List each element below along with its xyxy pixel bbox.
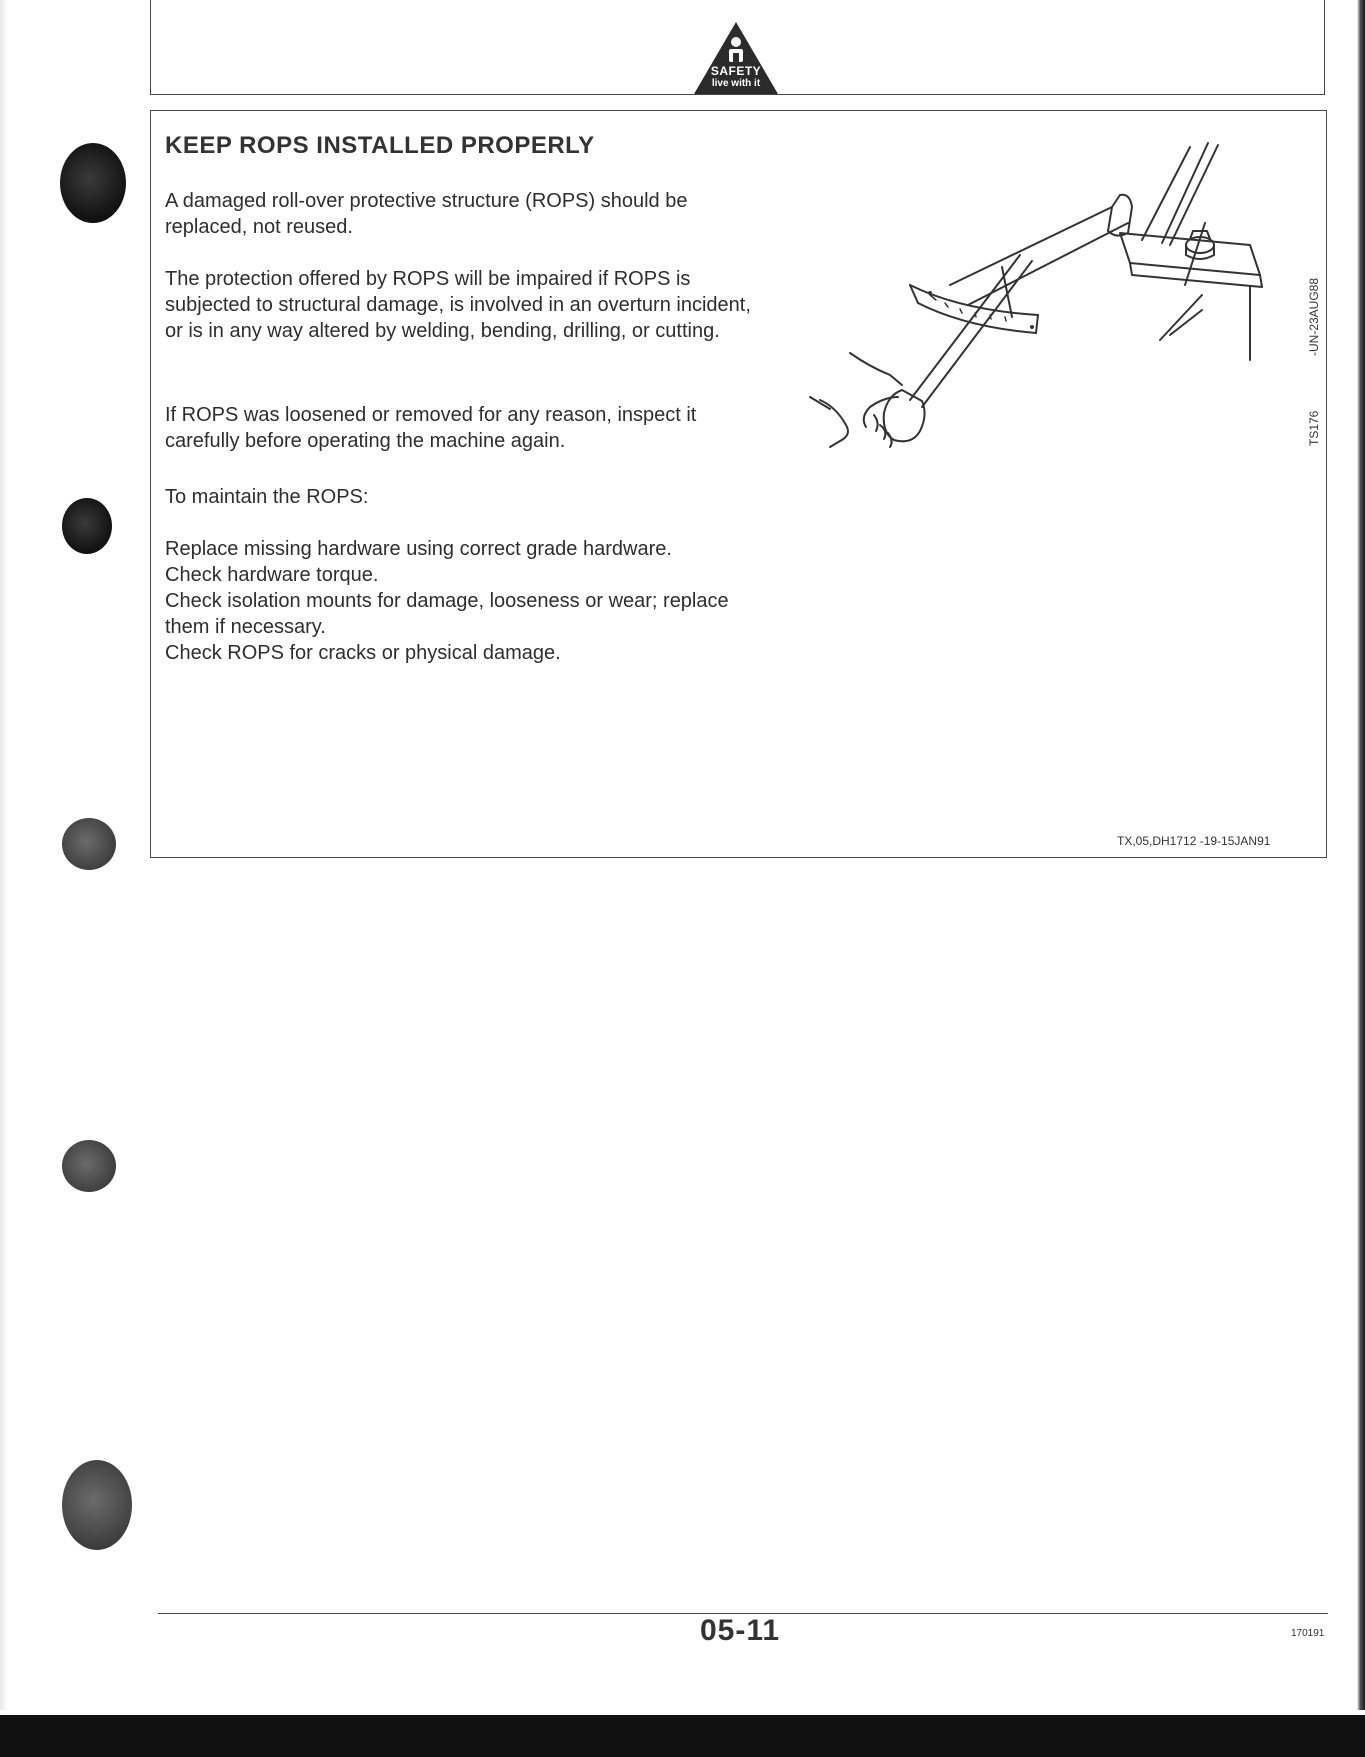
logo-tagline-text: live with it <box>711 78 761 89</box>
paragraph-maintain-intro: To maintain the ROPS: <box>165 486 369 508</box>
maintenance-step: Check isolation mounts for damage, looseness or wear; replace them if necessary. <box>165 590 729 638</box>
binder-hole <box>62 1460 132 1550</box>
paragraph-protection-impaired: The protection offered by ROPS will be impaired if ROPS is subjected to structural damage, is involved in an overturn incident, or is in any way altered by welding, bending, drilling, or cutting. <box>165 268 751 342</box>
logo-safety-text: SAFETY <box>710 64 762 78</box>
binder-hole <box>62 498 112 554</box>
maintenance-step: Check ROPS for cracks or physical damage. <box>165 642 561 664</box>
safety-logo <box>692 20 780 96</box>
page-number: 05-11 <box>700 1614 781 1647</box>
page-right-edge <box>1357 0 1365 1710</box>
binder-hole <box>62 818 116 870</box>
reference-code: TX,05,DH1712 -19-15JAN91 <box>1117 834 1271 848</box>
figure-code-lower: TS176 <box>1307 410 1321 446</box>
maintenance-step: Check hardware torque. <box>165 564 379 586</box>
scan-bottom-band <box>0 1715 1365 1757</box>
torque-wrench-illustration <box>790 135 1290 455</box>
print-code: 170191 <box>1291 1628 1325 1639</box>
paragraph-damaged-rops: A damaged roll-over protective structure (ROPS) should be replaced, not reused. <box>165 190 688 238</box>
maintenance-list <box>165 536 765 666</box>
section-title: KEEP ROPS INSTALLED PROPERLY <box>165 132 595 159</box>
figure-code-upper: -UN-23AUG88 <box>1307 277 1321 356</box>
binder-hole <box>62 1140 116 1192</box>
maintenance-step: Replace missing hardware using correct grade hardware. <box>165 538 672 560</box>
binder-hole <box>60 143 126 223</box>
page-left-edge <box>0 0 8 1710</box>
paragraph-inspect-rops: If ROPS was loosened or removed for any reason, inspect it carefully before operating the machine again. <box>165 404 697 452</box>
